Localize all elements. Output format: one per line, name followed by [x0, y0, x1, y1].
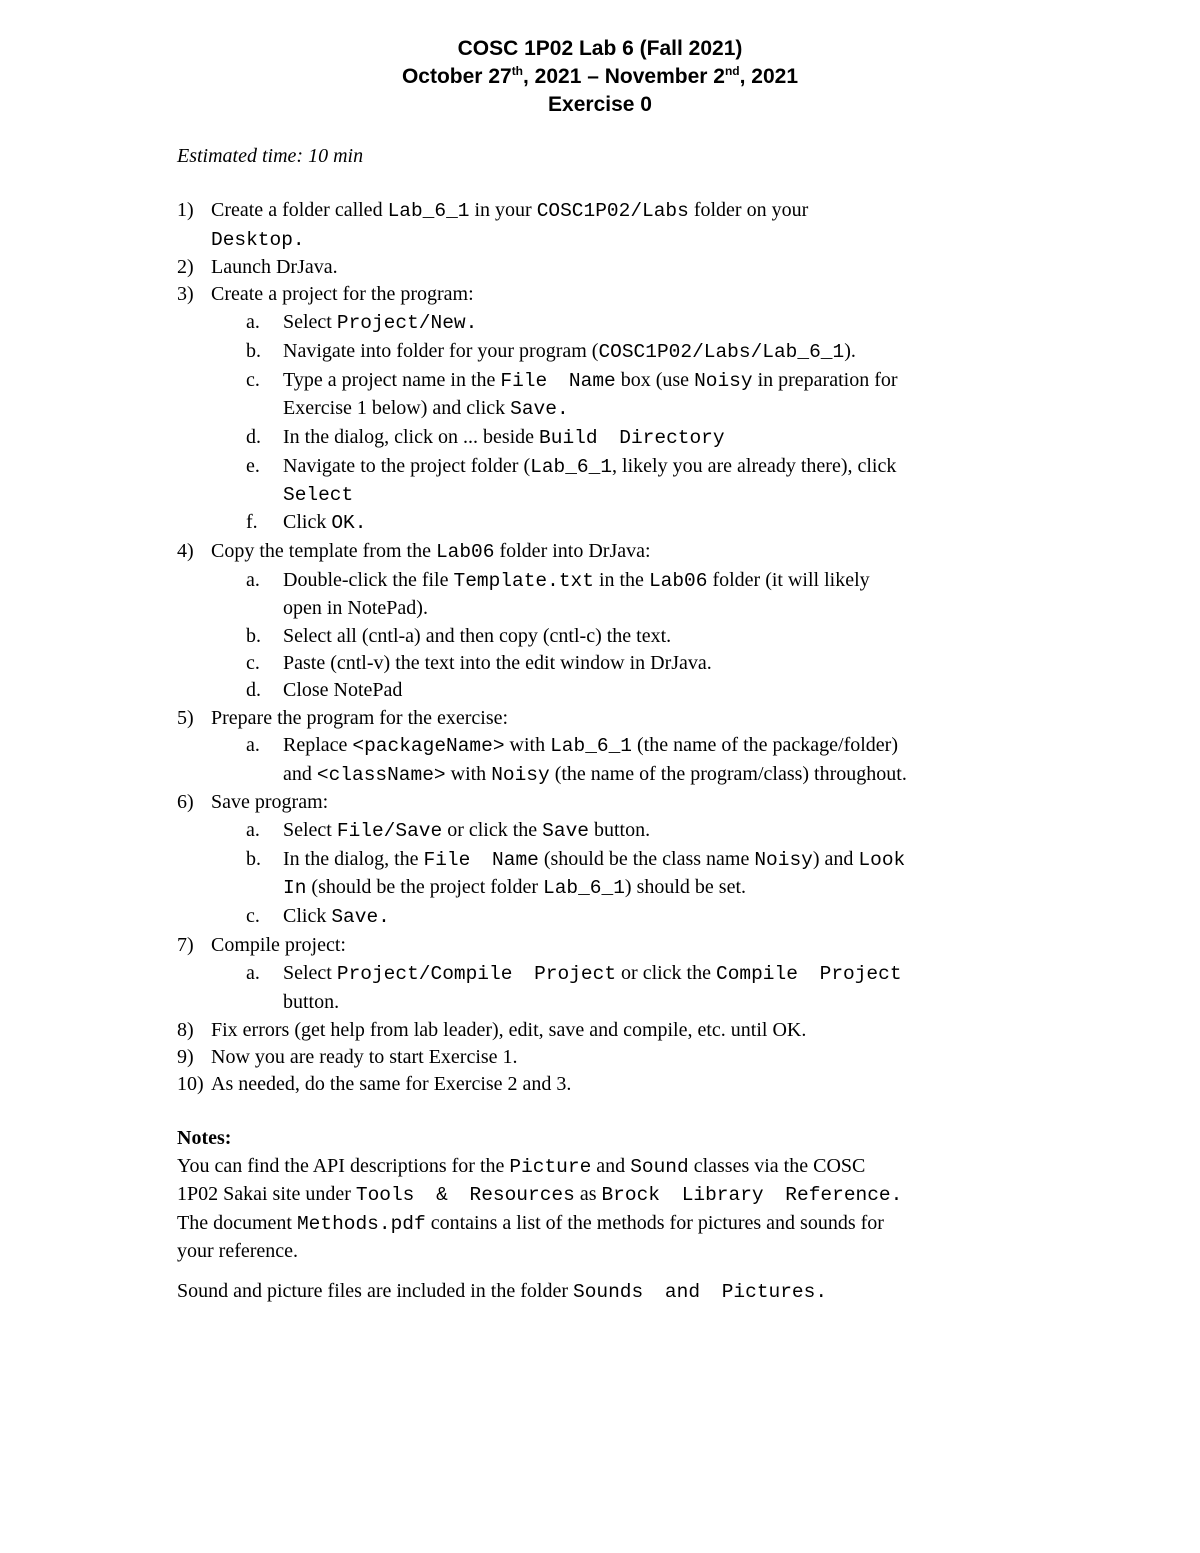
date-text: , 2021 – November 2	[523, 65, 725, 88]
step-number: 7)	[177, 934, 194, 956]
step-number: 10)	[177, 1073, 204, 1095]
date-range	[0, 63, 1200, 91]
exercise-heading: Exercise 0	[548, 93, 652, 116]
substep-letter: c.	[246, 369, 260, 391]
step-6b-text: In the dialog, the File Name (should be the class name Noisy) and Look	[283, 848, 906, 871]
substep-letter: b.	[246, 848, 261, 870]
substep-letter: b.	[246, 340, 261, 362]
step-5a-text-cont: and <className> with Noisy (the name of the program/class) throughout.	[283, 763, 907, 786]
substep-letter: a.	[246, 962, 260, 984]
substep-letter: d.	[246, 679, 261, 701]
step-1-text-cont: Desktop.	[211, 229, 305, 251]
date-superscript: nd	[724, 64, 740, 78]
notes-paragraph-1-cont: 1P02 Sakai site under Tools & Resources as Brock Library Reference.	[177, 1183, 903, 1206]
step-7a-text-cont: button.	[283, 991, 340, 1013]
step-3c-text-cont: Exercise 1 below) and click Save.	[283, 397, 569, 420]
notes-paragraph-1: You can find the API descriptions for the Picture and Sound classes via the COSC	[177, 1155, 866, 1178]
step-3b-text: Navigate into folder for your program (COSC1P02/Labs/Lab_6_1).	[283, 340, 856, 363]
substep-letter: d.	[246, 426, 261, 448]
step-number: 9)	[177, 1046, 194, 1068]
step-number: 2)	[177, 256, 194, 278]
step-number: 3)	[177, 283, 194, 305]
step-number: 4)	[177, 540, 194, 562]
document-title: COSC 1P02 Lab 6 (Fall 2021)	[457, 37, 743, 60]
estimated-time: Estimated time: 10 min	[177, 145, 364, 167]
date-text: , 2021	[739, 65, 799, 88]
step-4-text: Copy the template from the Lab06 folder into DrJava:	[211, 540, 651, 563]
notes-paragraph-2: Sound and picture files are included in the folder Sounds and Pictures.	[177, 1280, 828, 1303]
step-1-text: Create a folder called Lab_6_1 in your COSC1P02/Labs folder on your	[211, 199, 809, 222]
step-3c-text: Type a project name in the File Name box (use Noisy in preparation for	[283, 369, 898, 392]
notes-heading: Notes:	[177, 1127, 232, 1149]
step-4b-text: Select all (cntl-a) and then copy (cntl-c) the text.	[283, 625, 672, 647]
notes-paragraph-1-cont: The document Methods.pdf contains a list of the methods for pictures and sounds for	[177, 1212, 884, 1235]
step-3d-text: In the dialog, click on ... beside Build Directory	[283, 426, 725, 449]
step-9-text: Now you are ready to start Exercise 1.	[211, 1046, 518, 1068]
step-7-text: Compile project:	[211, 934, 346, 956]
date-text: October 27	[401, 65, 512, 88]
substep-letter: b.	[246, 625, 261, 647]
step-4a-text: Double-click the file Template.txt in the Lab06 folder (it will likely	[283, 569, 870, 592]
step-4c-text: Paste (cntl-v) the text into the edit window in DrJava.	[283, 652, 712, 674]
substep-letter: a.	[246, 311, 260, 333]
step-number: 1)	[177, 199, 194, 221]
step-6c-text: Click Save.	[283, 905, 390, 928]
step-number: 5)	[177, 707, 194, 729]
step-number: 6)	[177, 791, 194, 813]
substep-letter: c.	[246, 905, 260, 927]
substep-letter: a.	[246, 734, 260, 756]
step-4d-text: Close NotePad	[283, 679, 403, 701]
step-7a-text: Select Project/Compile Project or click the Compile Project	[283, 962, 902, 985]
step-number: 8)	[177, 1019, 194, 1041]
step-3e-text-cont: Select	[283, 484, 354, 506]
step-3f-text: Click OK.	[283, 511, 367, 534]
step-4a-text-cont: open in NotePad).	[283, 597, 428, 619]
substep-letter: e.	[246, 455, 260, 477]
step-2-text: Launch DrJava.	[211, 256, 338, 278]
step-5-text: Prepare the program for the exercise:	[211, 707, 509, 729]
step-3a-text: Select Project/New.	[283, 311, 478, 334]
step-5a-text: Replace <packageName> with Lab_6_1 (the name of the package/folder)	[283, 734, 898, 757]
step-6b-text-cont: In (should be the project folder Lab_6_1) should be set.	[283, 876, 747, 899]
step-3e-text: Navigate to the project folder (Lab_6_1, likely you are already there), click	[283, 455, 897, 478]
substep-letter: a.	[246, 569, 260, 591]
substep-letter: f.	[246, 511, 258, 533]
substep-letter: c.	[246, 652, 260, 674]
step-3-text: Create a project for the program:	[211, 283, 474, 305]
step-6-text: Save program:	[211, 791, 329, 813]
step-6a-text: Select File/Save or click the Save button.	[283, 819, 651, 842]
substep-letter: a.	[246, 819, 260, 841]
step-10-text: As needed, do the same for Exercise 2 and 3.	[211, 1073, 572, 1095]
notes-paragraph-1-cont: your reference.	[177, 1240, 299, 1262]
step-8-text: Fix errors (get help from lab leader), edit, save and compile, etc. until OK.	[211, 1019, 807, 1041]
date-superscript: th	[511, 64, 524, 78]
